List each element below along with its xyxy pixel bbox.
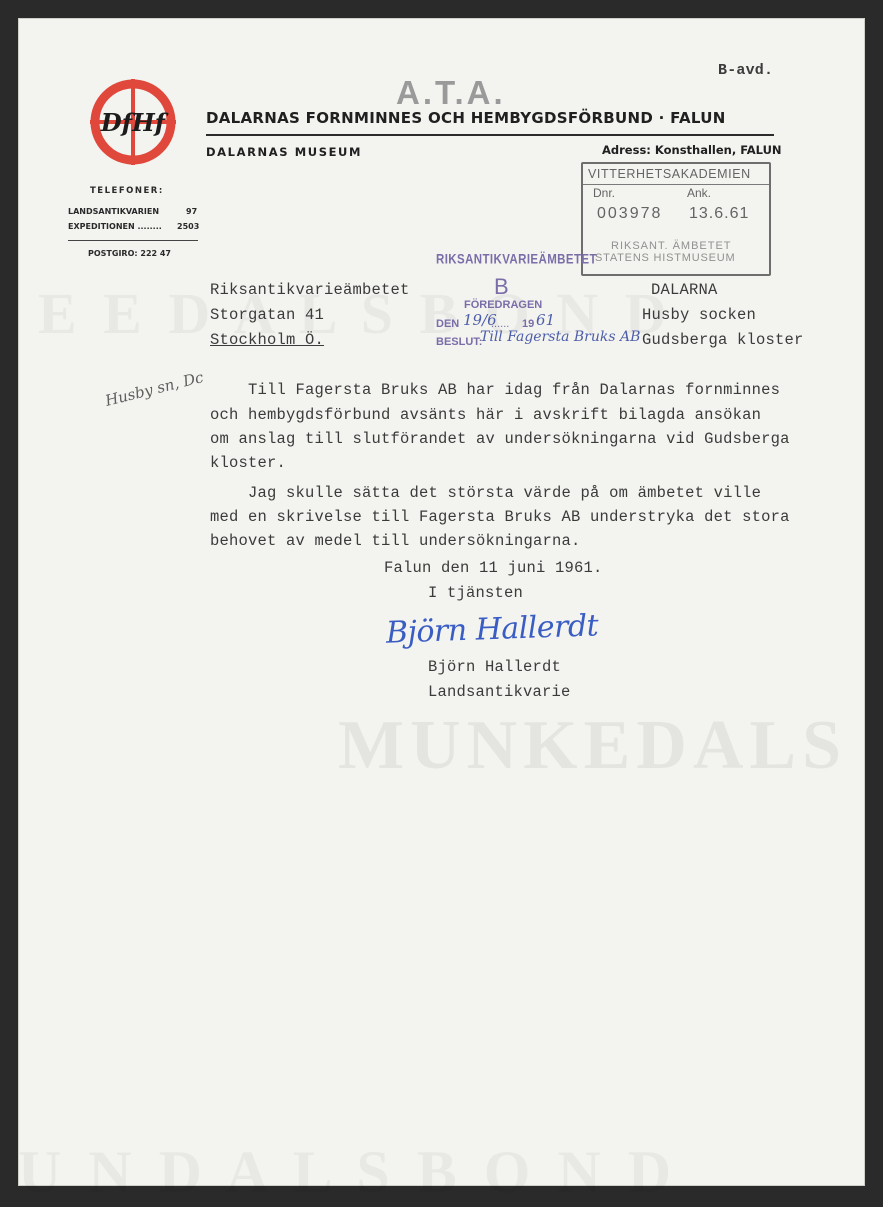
bleed-through-bottom [18,1138,677,1207]
tel-expeditionen: EXPEDITIONEN ........ [68,222,162,231]
postgiro: POSTGIRO: 222 47 [88,249,171,258]
place-date: Falun den 11 juni 1961. [384,559,603,577]
handling-stamp-den-dots: ...... [491,318,510,330]
handling-stamp-beslut-text: Till Fagersta Bruks AB [480,329,641,345]
received-stamp-title: VITTERHETSAKADEMIEN [588,167,751,181]
received-stamp-ank: Ank. [687,186,712,200]
ata-heading: A.T.A. [396,74,506,111]
received-stamp-number: 003978 [597,205,663,222]
tel-expeditionen-no: 2503 [177,222,200,231]
received-stamp-dnr: Dnr. [593,186,616,200]
body-p1-line-3: om anslag till slutförandet av undersökningarna vid Gudsberga [210,430,790,448]
recipient-line-2: Storgatan 41 [210,306,325,324]
received-stamp-footer-1: RIKSANT. ÄMBETET [611,240,732,252]
body-p1-line-4: kloster. [210,454,287,472]
body-p2-line-2: med en skrivelse till Fagersta Bruks AB understryka det stora [210,508,790,526]
margin-note: Husby sn, Dc [103,368,206,410]
org-logo [88,77,178,167]
body-p1-line-2: och hembygdsförbund avsänts här i avskrift bilagda ansökan [210,406,762,424]
location-line-1: DALARNA [651,281,718,299]
tel-landsantikvarien-no: 97 [186,207,198,216]
location-line-3: Gudsberga kloster [642,331,804,349]
received-stamp [581,162,771,276]
signature: Björn Hallerdt [385,608,599,651]
body-p2-line-3: behovet av medel till undersökningarna. [210,532,581,550]
tel-divider [68,240,198,241]
body-p1-line-1: Till Fagersta Bruks AB har idag från Dalarnas fornminnes [210,381,781,399]
recipient-line-3: Stockholm Ö. [210,331,325,349]
handling-stamp-foredragen: FÖREDRAGEN [464,299,543,311]
museum-name: DALARNAS MUSEUM [206,145,363,159]
signatory-name: Björn Hallerdt [428,658,562,676]
received-stamp-footer-2: STATENS HISTMUSEUM [595,252,736,264]
handling-stamp-title: RIKSANTIKVARIEÄMBETET [436,252,597,268]
letter-page [18,18,865,1186]
salutation: I tjänsten [428,584,524,602]
signatory-title: Landsantikvarie [428,683,571,701]
handling-stamp-den-year-prefix: 19 [522,318,535,330]
handling-stamp-den-label: DEN [436,318,460,330]
department-mark: B-avd. [718,62,774,79]
received-stamp-divider [583,184,769,185]
org-address: Adress: Konsthallen, FALUN [602,143,782,157]
tel-landsantikvarien: LANDSANTIKVARIEN [68,207,160,216]
logo-monogram: DfHf [100,108,166,137]
received-stamp-date: 13.6.61 [689,205,750,222]
recipient-line-1: Riksantikvarieämbetet [210,281,410,299]
handling-stamp-beslut-label: BESLUT: [436,336,483,348]
handling-stamp-dept: B [494,274,509,299]
org-title: DALARNAS FORNMINNES OCH HEMBYGDSFÖRBUND · FALUN [206,109,726,127]
bleed-through-middle: MUNKEDALS [338,707,848,784]
handling-stamp-den-year: 61 [536,311,556,329]
telefoner-label: TELEFONER: [90,186,164,196]
header-rule [206,134,774,136]
body-p2-line-1: Jag skulle sätta det största värde på om ämbetet ville [210,484,762,502]
location-line-2: Husby socken [642,306,757,324]
handling-stamp-den-day: 19/6 [463,311,497,329]
